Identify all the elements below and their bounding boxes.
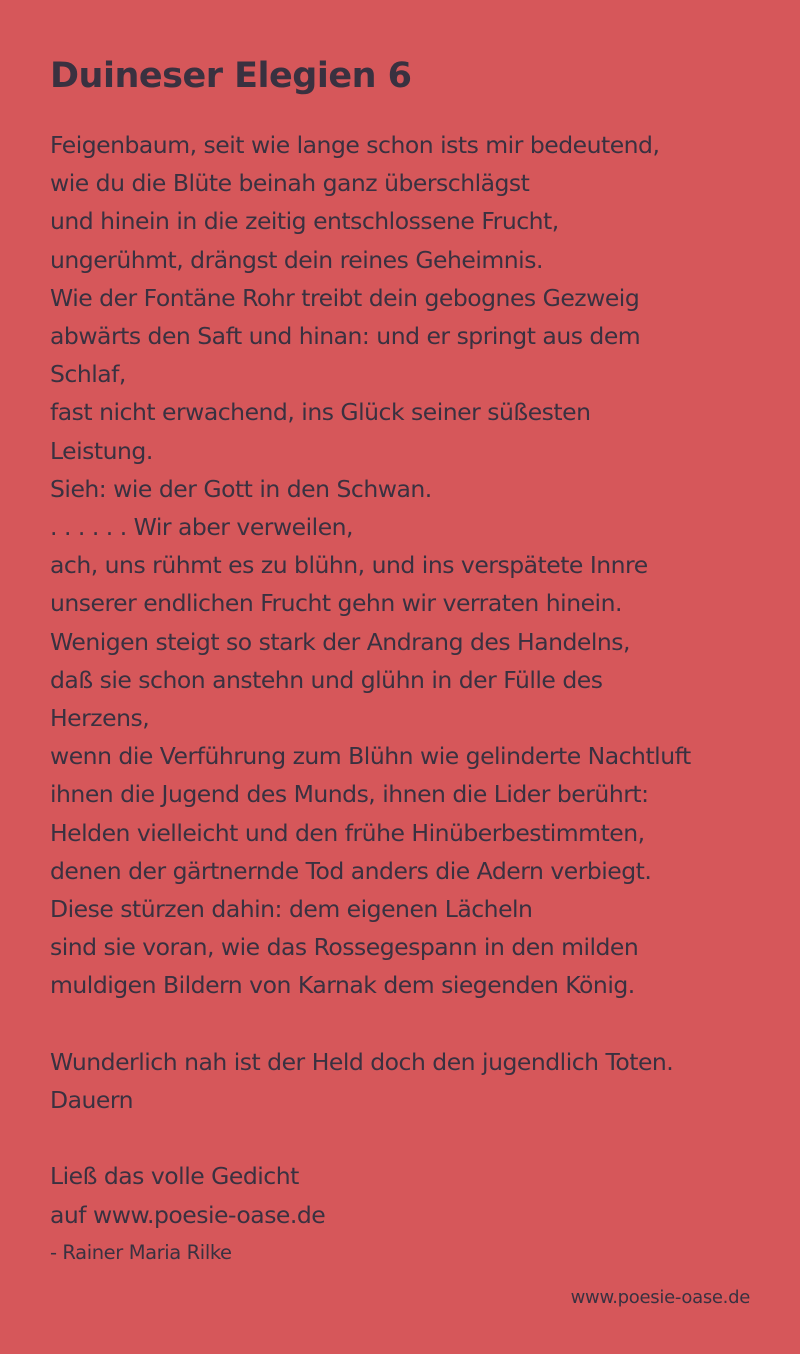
- poem-title: Duineser Elegien 6: [50, 56, 412, 96]
- poem-line: sind sie voran, wie das Rossegespann in den milden: [50, 933, 639, 962]
- poem-closing-line: Wunderlich nah ist der Held doch den jugendlich Toten. Dauern: [50, 1047, 674, 1115]
- poem-author: - Rainer Maria Rilke: [50, 1241, 232, 1264]
- stanza-gap: [50, 1119, 750, 1157]
- poem-line: Wie der Fontäne Rohr treibt dein gebognes Gezweig: [50, 283, 640, 312]
- poem-line: wie du die Blüte beinah ganz überschlägst: [50, 169, 530, 198]
- poem-line: ach, uns rühmt es zu blühn, und ins verspätete Innre: [50, 551, 648, 580]
- poem-line: daß sie schon anstehn und glühn in der Fülle des Herzens,: [50, 665, 603, 733]
- poem-line: fast nicht erwachend, ins Glück seiner süßesten Leistung.: [50, 398, 591, 465]
- poem-line: unserer endlichen Frucht gehn wir verraten hinein.: [50, 589, 622, 618]
- poem-line: wenn die Verführung zum Blühn wie gelinderte Nachtluft: [50, 742, 691, 771]
- poem-line: denen der gärtnernde Tod anders die Adern verbiegt.: [50, 856, 652, 885]
- poem-line: und hinein in die zeitig entschlossene Frucht,: [50, 207, 559, 236]
- poem-line: Wenigen steigt so stark der Andrang des Handelns,: [50, 627, 631, 656]
- read-full-poem-text: Ließ das volle Gedicht: [50, 1162, 299, 1191]
- poem-line: . . . . . . Wir aber verweilen,: [50, 513, 354, 542]
- poem-line: muldigen Bildern von Karnak dem siegenden König.: [50, 971, 635, 1000]
- poem-line: abwärts den Saft und hinan: und er springt aus dem Schlaf,: [50, 322, 641, 389]
- poem-line: ungerühmt, drängst dein reines Geheimnis.: [50, 245, 543, 274]
- stanza-gap: [50, 1005, 750, 1043]
- poem-line: Sieh: wie der Gott in den Schwan.: [50, 474, 432, 503]
- footer-website: www.poesie-oase.de: [570, 1287, 750, 1308]
- poem-line: Helden vielleicht und den frühe Hinüberbestimmten,: [50, 818, 645, 847]
- poem-line: ihnen die Jugend des Munds, ihnen die Lider berührt:: [50, 780, 649, 809]
- poem-line: Feigenbaum, seit wie lange schon ists mir bedeutend,: [50, 131, 660, 159]
- poem-line: Diese stürzen dahin: dem eigenen Lächeln: [50, 895, 533, 924]
- read-full-poem-link-text: auf www.poesie-oase.de: [50, 1200, 326, 1229]
- poem-body: [50, 126, 750, 1234]
